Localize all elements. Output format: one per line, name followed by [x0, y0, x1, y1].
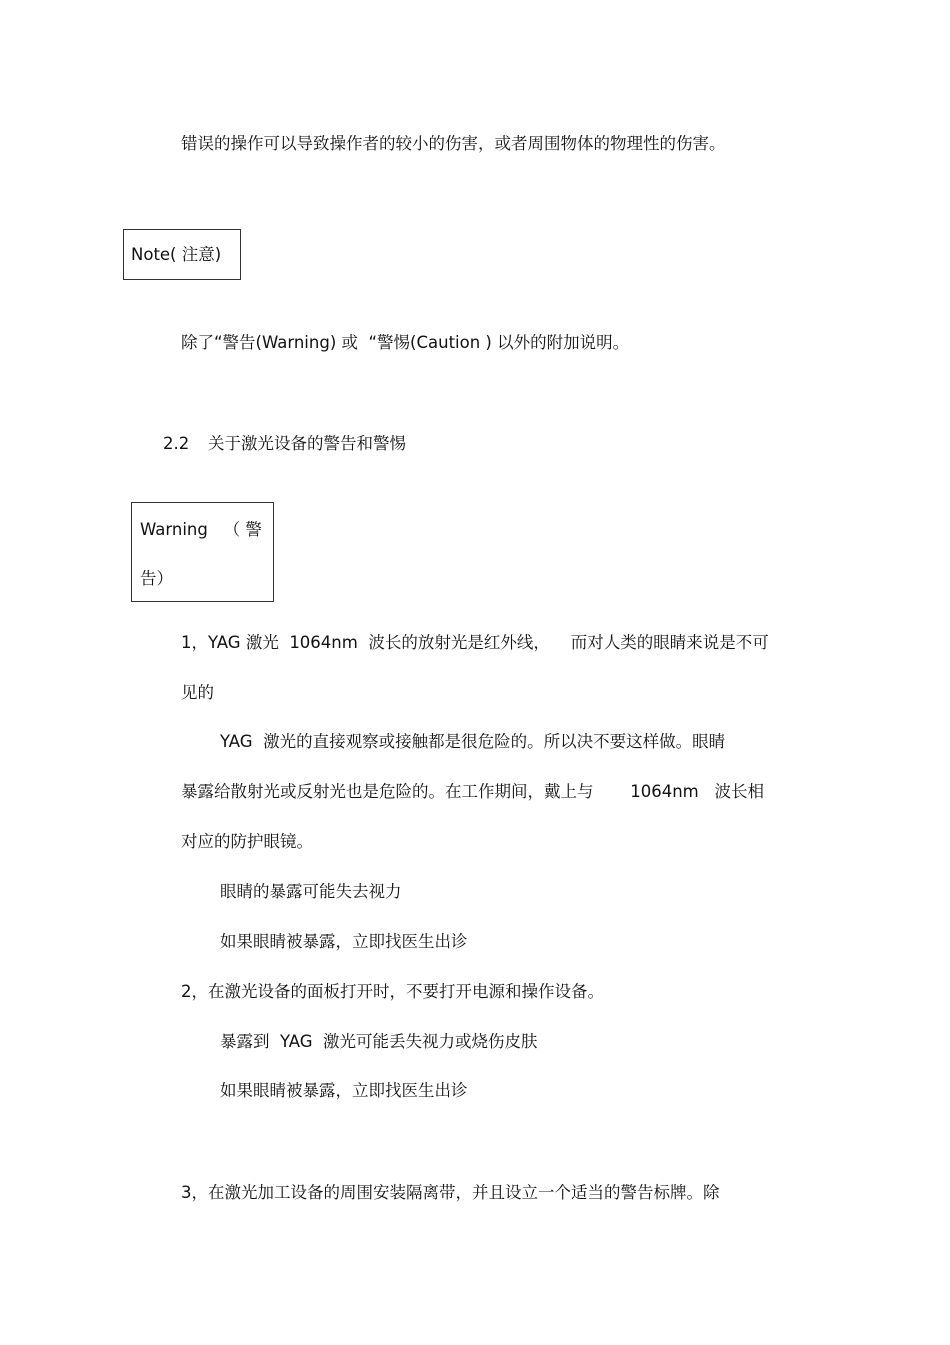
item3-line1: 3，在激光加工设备的周围安装隔离带，并且设立一个适当的警告标牌。除 — [181, 1183, 720, 1202]
section-number: 2.2 — [163, 434, 190, 453]
item1-sub1: 眼睛的暴露可能失去视力 — [220, 882, 402, 901]
note-label-box — [123, 229, 241, 280]
item2-line1: 2，在激光设备的面板打开时，不要打开电源和操作设备。 — [181, 982, 604, 1001]
item1-line5: 对应的防护眼镜。 — [181, 832, 313, 851]
warning-label-line1: Warning （ 警 — [140, 520, 262, 539]
note-label: Note( 注意) — [131, 245, 222, 264]
section-title: 关于激光设备的警告和警惕 — [208, 434, 406, 453]
note-description: 除了“警告(Warning) 或 “警惕(Caution ) 以外的附加说明。 — [181, 333, 630, 352]
caution-description: 错误的操作可以导致操作者的较小的伤害，或者周围物体的物理性的伤害。 — [181, 134, 726, 153]
warning-label-line2: 告） — [140, 569, 173, 588]
item1-sub2: 如果眼睛被暴露，立即找医生出诊 — [220, 932, 468, 951]
item1-line2: 见的 — [181, 683, 214, 702]
item1-line4: 暴露给散射光或反射光也是危险的。在工作期间，戴上与 1064nm 波长相 — [181, 782, 764, 801]
item1-line1: 1，YAG 激光 1064nm 波长的放射光是红外线， 而对人类的眼睛来说是不可 — [181, 633, 769, 652]
item2-sub2: 如果眼睛被暴露，立即找医生出诊 — [220, 1081, 468, 1100]
item1-line3: YAG 激光的直接观察或接触都是很危险的。所以决不要这样做。眼睛 — [220, 732, 726, 751]
warning-label-box — [131, 502, 274, 602]
item2-sub1: 暴露到 YAG 激光可能丢失视力或烧伤皮肤 — [220, 1032, 538, 1051]
